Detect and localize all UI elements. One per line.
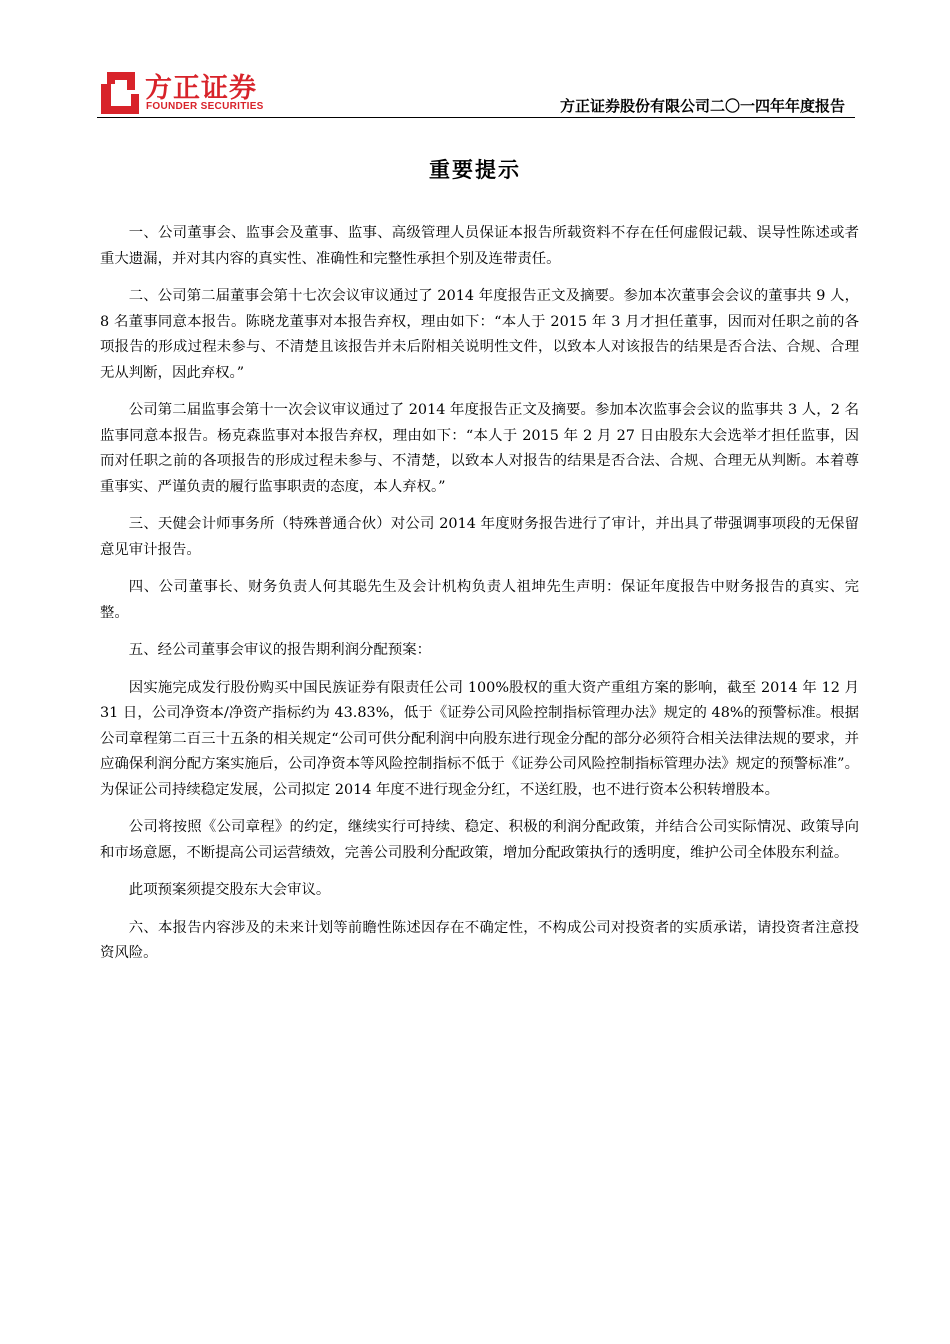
- notice-paragraph-4: 三、天健会计师事务所（特殊普通合伙）对公司 2014 年度财务报告进行了审计，并出具了带强调事项段的无保留意见审计报告。: [100, 516, 859, 558]
- header-divider: [97, 117, 855, 118]
- notice-paragraph-3: 公司第二届监事会第十一次会议审议通过了 2014 年度报告正文及摘要。参加本次监事会会议的监事共 3 人，2 名监事同意本报告。杨克森监事对本报告弃权，理由如下：“本人于 2015 年 2 月 27 日由股东大会选举才担任监事，因而对任职之前的各项报告的形成过程未参与、不清楚，以致本人对报告的结果是否合法、合规、合理无从判断。本着尊重事实、严谨负责的履行监事职责的态度，本人弃权。”: [100, 402, 859, 495]
- page-title: 重要提示: [429, 158, 521, 182]
- logo-english-name: FOUNDER SECURITIES: [146, 101, 264, 112]
- company-logo: [97, 66, 297, 116]
- founder-logo-icon: [97, 66, 141, 116]
- notice-paragraph-1: 一、公司董事会、监事会及董事、监事、高级管理人员保证本报告所载资料不存在任何虚假记载、误导性陈述或者重大遗漏，并对其内容的真实性、准确性和完整性承担个别及连带责任。: [100, 225, 859, 267]
- notice-paragraph-5: 四、公司董事长、财务负责人何其聪先生及会计机构负责人祖坤先生声明：保证年度报告中财务报告的真实、完整。: [100, 579, 859, 621]
- report-header-title: 方正证券股份有限公司二〇一四年年度报告: [559, 97, 845, 115]
- notice-paragraph-10: 六、本报告内容涉及的未来计划等前瞻性陈述因存在不确定性，不构成公司对投资者的实质承诺，请投资者注意投资风险。: [100, 919, 859, 961]
- important-notice-body: [100, 221, 859, 979]
- notice-paragraph-2: 二、公司第二届董事会第十七次会议审议通过了 2014 年度报告正文及摘要。参加本次董事会会议的董事共 9 人，8 名董事同意本报告。陈晓龙董事对本报告弃权，理由如下：“本人于 2015 年 3 月才担任董事，因而对任职之前的各项报告的形成过程未参与、不清楚且该报告并未后附相关说明性文件，以致本人对该报告的结果是否合法、合规、合理无从判断，因此弃权。”: [100, 288, 859, 381]
- notice-paragraph-7: 因实施完成发行股份购买中国民族证券有限责任公司 100%股权的重大资产重组方案的影响，截至 2014 年 12 月 31 日，公司净资本/净资产指标约为 43.83%，低于《证券公司风险控制指标管理办法》规定的 48%的预警标准。根据公司章程第二百三十五条的相关规定“公司可供分配利润中向股东进行现金分配的部分必须符合相关法律法规的要求，并应确保利润分配方案实施后，公司净资本等风险控制指标不低于《证券公司风险控制指标管理办法》规定的预警标准”。为保证公司持续稳定发展，公司拟定 2014 年度不进行现金分红，不送红股，也不进行资本公积转增股本。: [100, 679, 859, 798]
- notice-paragraph-8: 公司将按照《公司章程》的约定，继续实行可持续、稳定、积极的利润分配政策，并结合公司实际情况、政策导向和市场意愿，不断提高公司运营绩效，完善公司股利分配政策，增加分配政策执行的透明度，维护公司全体股东利益。: [100, 819, 859, 861]
- notice-paragraph-9: 此项预案须提交股东大会审议。: [128, 882, 331, 898]
- page-header: [97, 60, 855, 120]
- logo-chinese-name: 方正证券: [145, 73, 257, 104]
- notice-paragraph-6: 五、经公司董事会审议的报告期利润分配预案：: [128, 642, 432, 658]
